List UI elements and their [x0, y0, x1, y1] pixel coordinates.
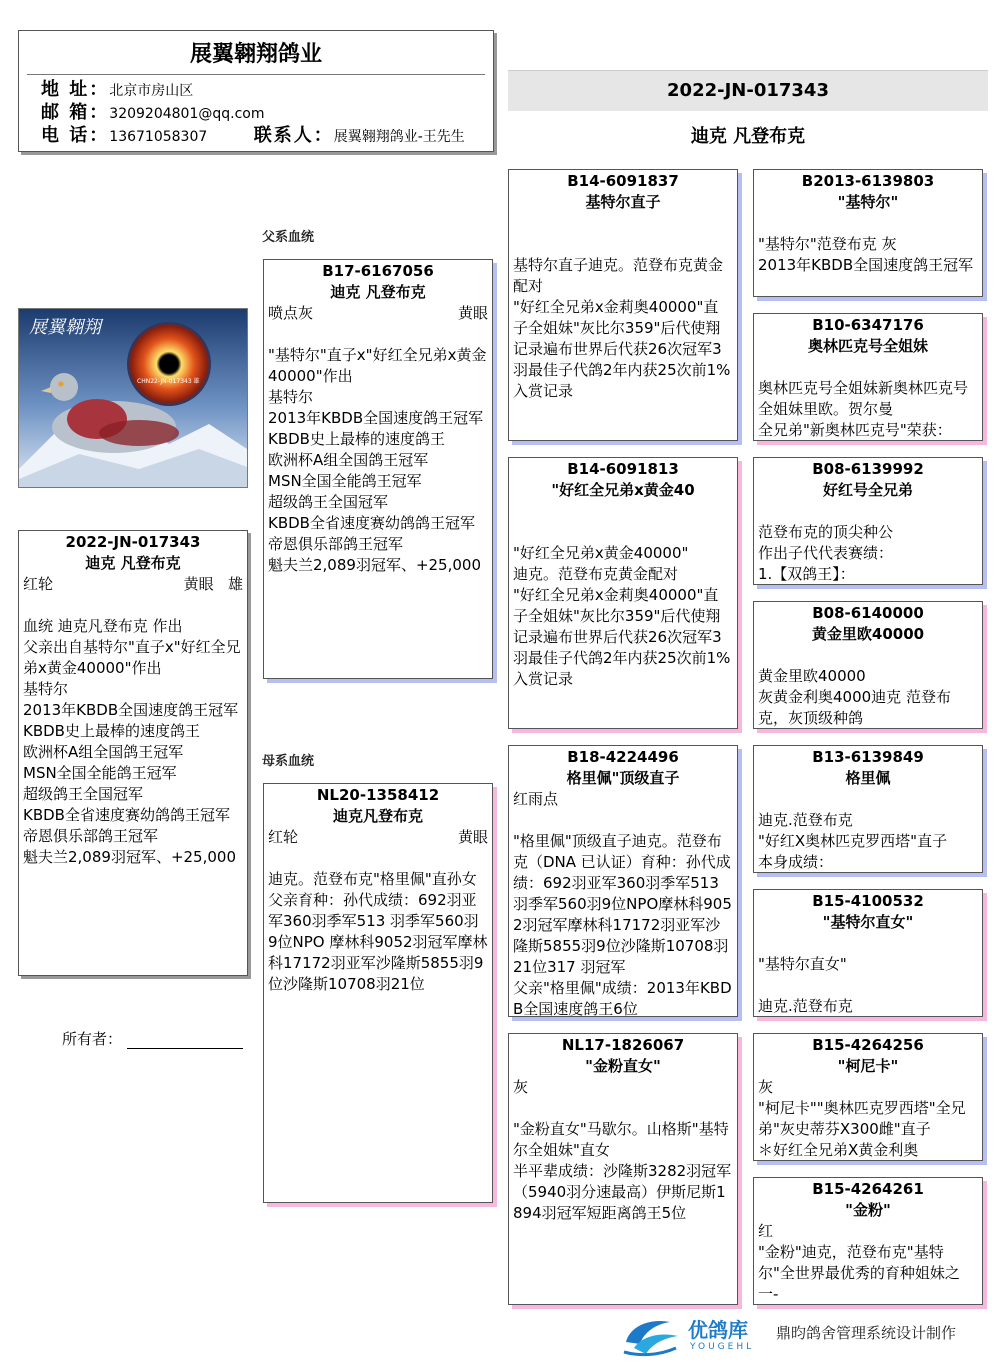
- mff-desc: 迪克.范登布克 "好红X奥林匹克罗西塔"直子 本身成绩：: [758, 811, 948, 871]
- title-bar: [508, 70, 988, 111]
- contact-label: 联系人：: [253, 125, 334, 146]
- ggp-fff-card: [753, 169, 983, 297]
- ggp-fmf-card: [753, 457, 983, 585]
- company-header: [18, 30, 494, 152]
- subject-ring: 2022-JN-017343: [65, 533, 201, 551]
- title-name: 迪克 凡登布克: [690, 126, 806, 147]
- mmf-desc: 灰 "柯尼卡""奥林匹克罗西塔"全兄弟"灰史蒂芬X300雌"直子 ＊好红全兄弟X黄金利奥: [758, 1078, 966, 1159]
- owner-field: [62, 1028, 243, 1049]
- mm-ring: NL17-1826067: [561, 1036, 685, 1054]
- mf-desc: 红雨点 "格里佩"顶级直子迪克。范登布克（DNA 已认证）育种：孙代成绩：692羽亚军360羽季军513羽季军560羽9位NPO摩林科9052羽冠军摩林科17172羽亚军沙隆斯5855羽9位沙隆斯10708羽21位317 羽冠军 父亲"格里佩"成绩：2013年KBDB全国速度鸽王6位: [513, 790, 732, 1017]
- photo-caption: CHN22-JN-017343 雄: [137, 378, 200, 385]
- ff-desc: 基特尔直子迪克。范登布克黄金配对 "好红全兄弟x金莉奥40000"直子全姐妹"灰比尔359"后代使翔记录遍布世界后代获26次冠军3羽最佳子代鸽2年内获25次前1%入赏记录: [513, 256, 731, 400]
- father-name: 迪克 凡登布克: [330, 283, 426, 301]
- fm-name: "好红全兄弟x黄金40: [551, 481, 695, 499]
- email-label: 邮 箱：: [41, 102, 110, 123]
- fff-desc: "基特尔"范登布克 灰 2013年KBDB全国速度鸽王冠军: [758, 235, 974, 274]
- subject-card: [18, 530, 248, 976]
- email-value: 3209204801@qq.com: [109, 106, 265, 122]
- fmf-ring: B08-6139992: [812, 460, 924, 478]
- photo-logo-text: 展翼翱翔: [29, 317, 101, 338]
- subject-desc: 血统 迪克凡登布克 作出 父亲出自基特尔"直子x"好红全兄弟x黄金40000"作出 基特尔 2013年KBDB全国速度鸽王冠军 KBDB史上最棒的速度鸽王 欧洲杯A组全国鸽王冠军 MSN全国全能鸽王冠军 超级鸽王全国冠军 KBDB全省速度赛幼鸽鸽王冠军 帝恩俱乐部鸽王冠军 魁夫兰2,089羽冠军、+25,000: [23, 617, 241, 866]
- fm-ring: B14-6091813: [567, 460, 679, 478]
- father-color: 喷点灰: [268, 304, 314, 322]
- mother-card: [263, 783, 493, 1203]
- phone-value: 13671058307: [109, 129, 208, 145]
- phone-label: 电 话：: [41, 125, 110, 146]
- fmf-name: 好红号全兄弟: [822, 481, 913, 499]
- subject-name: 迪克 凡登布克: [85, 554, 181, 572]
- fm-desc: "好红全兄弟x黄金40000" 迪克。范登布克黄金配对 "好红全兄弟x金莉奥40000"直子全姐妹"灰比尔359"后代使翔记录遍布世界后代获26次冠军3羽最佳子代鸽2年内获25次前1%入赏记录: [513, 544, 731, 688]
- subject-eye: 黄眼: [183, 575, 214, 593]
- maternal-grandfather-card: [508, 745, 738, 1017]
- address-label: 地 址：: [41, 79, 110, 100]
- ggp-ffm-card: [753, 313, 983, 441]
- mf-ring: B18-4224496: [567, 748, 679, 766]
- ggp-mfm-card: [753, 889, 983, 1017]
- maternal-grandmother-card: [508, 1033, 738, 1305]
- mother-eye: 黄眼: [457, 828, 488, 846]
- ffm-ring: B10-6347176: [812, 316, 924, 334]
- pigeon-photo: [18, 308, 248, 488]
- subject-sex: 雄: [227, 575, 243, 593]
- mother-name: 迪克凡登布克: [332, 807, 423, 825]
- title-ring: 2022-JN-017343: [667, 80, 829, 101]
- mmf-name: "柯尼卡": [837, 1057, 899, 1075]
- father-line-label: 父系血统: [262, 230, 315, 245]
- mmf-ring: B15-4264256: [812, 1036, 924, 1054]
- mother-desc: 迪克。范登布克"格里佩"直孙女 父亲育种：孙代成绩：692羽亚军360羽季军513 羽季军560羽9位NPO 摩林科9052羽冠军摩林科17172羽亚军沙隆斯5855羽9位沙隆斯10708羽21位: [268, 870, 488, 993]
- fmm-name: 黄金里欧40000: [811, 625, 925, 643]
- mother-line-label: 母系血统: [262, 754, 315, 769]
- mfm-name: "基特尔直女": [822, 913, 914, 931]
- contact-value: 展翼翱翔鸽业-王先生: [333, 129, 465, 145]
- brand-cn: 优鸽库: [688, 1318, 748, 1342]
- credit-text: 鼎昀鸽舍管理系统设计制作: [776, 1324, 957, 1342]
- footer: [620, 1312, 1000, 1362]
- company-name: 展翼翱翔鸽业: [189, 42, 322, 67]
- mmm-ring: B15-4264261: [812, 1180, 924, 1198]
- ff-name: 基特尔直子: [585, 193, 661, 211]
- ggp-mmf-card: [753, 1033, 983, 1161]
- pigeon-illustration: [19, 309, 247, 487]
- mf-name: 格里佩"顶级直子: [566, 769, 680, 787]
- fmm-desc: 黄金里欧40000 灰黄金利奥4000迪克 范登布克，灰顶级种鸽: [758, 667, 951, 727]
- mfm-ring: B15-4100532: [812, 892, 924, 910]
- fff-ring: B2013-6139803: [801, 172, 935, 190]
- father-ring: B17-6167056: [322, 262, 434, 280]
- mfm-desc: "基特尔直女" 迪克.范登布克: [758, 955, 853, 1015]
- mmm-name: "金粉": [845, 1201, 891, 1219]
- mother-ring: NL20-1358412: [316, 786, 440, 804]
- father-eye: 黄眼: [457, 304, 488, 322]
- owner-label: 所有者：: [62, 1030, 123, 1048]
- mmm-desc: 红 "金粉"迪克，范登布克"基特尔"全世界最优秀的育种姐妹之一-: [758, 1222, 960, 1303]
- ggp-fmm-card: [753, 601, 983, 729]
- father-desc: "基特尔"直子x"好红全兄弟x黄金40000"作出 基特尔 2013年KBDB全国速度鸽王冠军 KBDB史上最棒的速度鸽王 欧洲杯A组全国鸽王冠军 MSN全国全能鸽王冠军 超级鸽王全国冠军 KBDB全省速度赛幼鸽鸽王冠军 帝恩俱乐部鸽王冠军 魁夫兰2,089羽冠军、+25,000: [268, 346, 487, 574]
- mm-desc: 灰 "金粉直女"马歇尔。山格斯"基特尔全姐妹"直女 半平辈成绩：沙隆斯3282羽冠军（5940羽分速最高）伊斯尼斯1894羽冠军短距离鸽王5位: [513, 1078, 732, 1222]
- mm-name: "金粉直女": [585, 1057, 661, 1075]
- ffm-name: 奥林匹克号全姐妹: [807, 337, 928, 355]
- father-card: [263, 259, 493, 679]
- yougehl-logo-icon: [620, 1312, 684, 1360]
- ggp-mff-card: [753, 745, 983, 873]
- mff-ring: B13-6139849: [812, 748, 924, 766]
- paternal-grandmother-card: [508, 457, 738, 729]
- paternal-grandfather-card: [508, 169, 738, 441]
- ffm-desc: 奥林匹克号全姐妹新奥林匹克号全姐妹里欧。贺尔曼 全兄弟"新奥林匹克号"荣获：: [758, 379, 969, 439]
- mother-color: 红轮: [268, 828, 299, 846]
- mff-name: 格里佩: [845, 769, 891, 787]
- owner-line[interactable]: [127, 1032, 243, 1049]
- ff-ring: B14-6091837: [567, 172, 679, 190]
- brand-en: YOUGEHL: [690, 1342, 755, 1352]
- ggp-mmm-card: [753, 1177, 983, 1305]
- address-value: 北京市房山区: [109, 83, 194, 99]
- fmm-ring: B08-6140000: [812, 604, 924, 622]
- subject-color: 红轮: [23, 575, 54, 593]
- fmf-desc: 范登布克的顶尖种公 作出子代代表赛绩： 1.【双鸽王】：: [758, 523, 894, 583]
- fff-name: "基特尔": [837, 193, 899, 211]
